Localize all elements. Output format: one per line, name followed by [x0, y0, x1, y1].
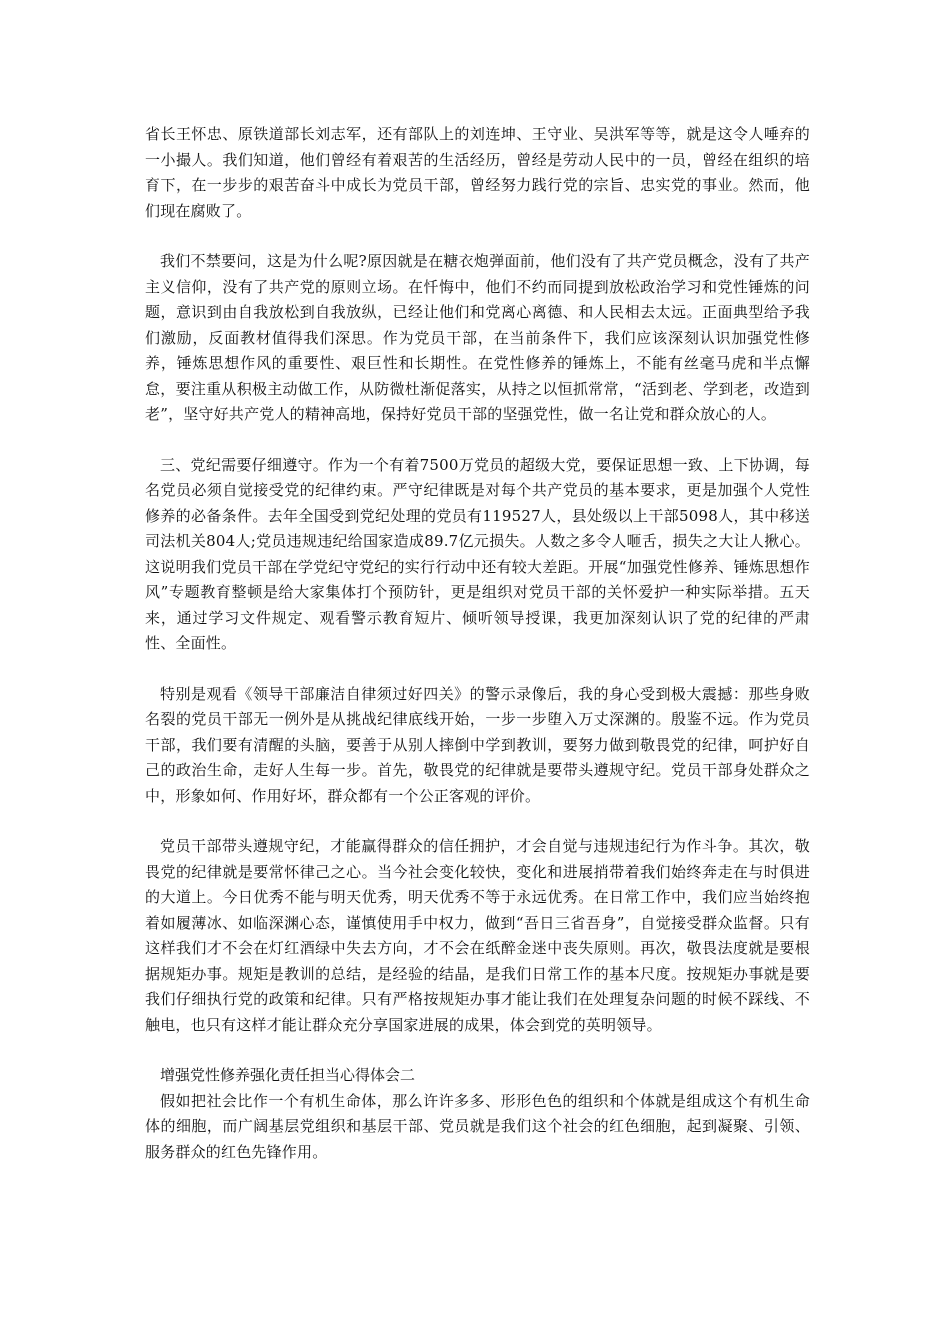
paragraph-3: 三、党纪需要仔细遵守。作为一个有着7500万党员的超级大党，要保证思想一致、上下协调，每名党员必须自觉接受党的纪律约束。严守纪律既是对每个共产党员的基本要求，更是加强个人党性修养的必备条件。去年全国受到党纪处理的党员有119527人，县处级以上干部5098人，其中移送司法机关804人;党员违规违纪给国家造成89.7亿元损失。人数之多令人咂舌，损失之大让人揪心。这说明我们党员干部在学党纪守党纪的实行行动中还有较大差距。开展“加强党性修养、锤炼思想作风”专题教育整顿是给大家集体打个预防针，更是组织对党员干部的关怀爱护一种实际举措。五天来，通过学习文件规定、观看警示教育短片、倾听领导授课，我更加深刻认识了党的纪律的严肃性、全面性。: [145, 455, 810, 652]
paragraph-2: 我们不禁要问，这是为什么呢?原因就是在糖衣炮弹面前，他们没有了共产党员概念，没有了共产主义信仰，没有了共产党的原则立场。在忏悔中，他们不约而同提到放松政治学习和党性锤炼的问题，意识到由自我放松到自我放纵，已经让他们和党离心离德、和人民相去太远。正面典型给予我们激励，反面教材值得我们深思。作为党员干部，在当前条件下，我们应该深刻认识加强党性修养，锤炼思想作风的重要性、艰巨性和长期性。在党性修养的锤炼上，不能有丝毫马虎和半点懈怠，要注重从积极主动做工作，从防微杜渐促落实，从持之以恒抓常常，“活到老、学到老，改造到老”，坚守好共产党人的精神高地，保持好党员干部的坚强党性，做一名让党和群众放心的人。: [145, 252, 810, 423]
paragraph-6: 假如把社会比作一个有机生命体，那么许许多多、形形色色的组织和个体就是组成这个有机生命体的细胞，而广阔基层党组织和基层干部、党员就是我们这个社会的红色细胞，起到凝聚、引领、服务群众的红色先锋作用。: [145, 1091, 810, 1161]
section-heading: 增强党性修养强化责任担当心得体会二: [160, 1066, 416, 1084]
paragraph-1: 省长王怀忠、原铁道部长刘志军，还有部队上的刘连坤、王守业、吴洪军等等，就是这令人唾弃的一小撮人。我们知道，他们曾经有着艰苦的生活经历，曾经是劳动人民中的一员，曾经在组织的培育下，在一步步的艰苦奋斗中成长为党员干部，曾经努力践行党的宗旨、忠实党的事业。然而，他们现在腐败了。: [145, 125, 810, 220]
paragraph-5: 党员干部带头遵规守纪，才能赢得群众的信任拥护，才会自觉与违规违纪行为作斗争。其次，敬畏党的纪律就是要常怀律己之心。当今社会变化较快，变化和进展捎带着我们始终奔走在与时俱进的大道上。今日优秀不能与明天优秀，明天优秀不等于永远优秀。在日常工作中，我们应当始终抱着如履薄冰、如临深渊心态，谨慎使用手中权力，做到“吾日三省吾身”，自觉接受群众监督。只有这样我们才不会在灯红酒绿中失去方向，才不会在纸醉金迷中丧失原则。再次，敬畏法度就是要根据规矩办事。规矩是教训的总结，是经验的结晶，是我们日常工作的基本尺度。按规矩办事就是要我们仔细执行党的政策和纪律。只有严格按规矩办事才能让我们在处理复杂问题的时候不踩线、不触电，也只有这样才能让群众充分享国家进展的成果，体会到党的英明领导。: [145, 837, 810, 1034]
paragraph-4: 特别是观看《领导干部廉洁自律须过好四关》的警示录像后，我的身心受到极大震撼：那些身败名裂的党员干部无一例外是从挑战纪律底线开始，一步一步堕入万丈深渊的。殷鉴不远。作为党员干部，我们要有清醒的头脑，要善于从别人摔倒中学到教训，要努力做到敬畏党的纪律，呵护好自己的政治生命，走好人生每一步。首先，敬畏党的纪律就是要带头遵规守纪。党员干部身处群众之中，形象如何、作用好坏，群众都有一个公正客观的评价。: [145, 684, 810, 805]
document-page: [145, 122, 810, 1165]
